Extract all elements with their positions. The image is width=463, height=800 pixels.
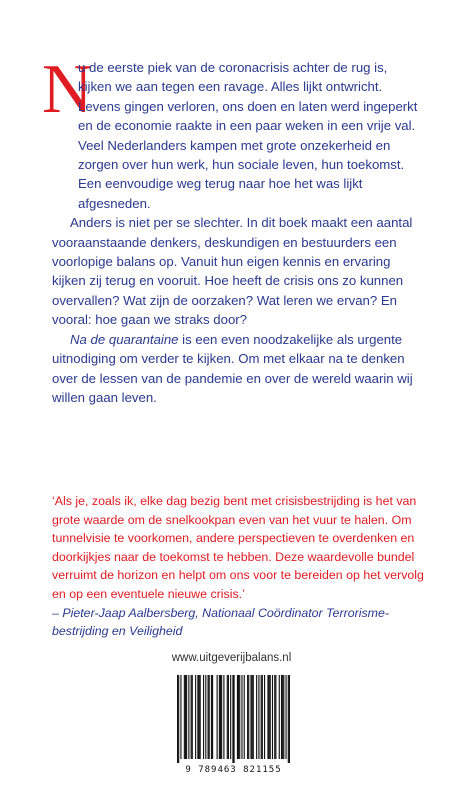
barcode-bar — [217, 675, 218, 759]
barcode-bar — [282, 675, 283, 759]
barcode-bar — [279, 675, 280, 759]
barcode-bar — [221, 675, 222, 759]
barcode-bar — [198, 675, 199, 759]
barcode-bar — [252, 675, 253, 759]
barcode-bar — [186, 675, 187, 759]
barcode-bar — [192, 675, 193, 759]
blurb-paragraph-2: Anders is niet per se slechter. In dit boek maakt een aantal vooraanstaande denkers, deskundigen en bestuurders een voorlopige balans op. Vanuit hun eigen kennis en ervaring kijken zij terug en vooruit. Hoe heeft de crisis ons zo kunnen overvallen? Wat zijn de oorzaken? Wat leren we ervan? En vooral: hoe gaan we straks door? — [52, 215, 413, 328]
barcode-bar — [248, 675, 249, 759]
publisher-website[interactable]: www.uitgeverijbalans.nl — [171, 652, 292, 664]
barcode-bar — [203, 675, 204, 759]
blurb-paragraph-3 — [52, 330, 424, 408]
barcode-bar — [177, 675, 178, 763]
quote-text: ‘Als je, zoals ik, elke dag bezig bent met crisisbestrijding is het van grote waarde om de snelkookpan even van het vuur te halen. Om tunnelvisie te voorkomen, andere perspectieven te overdenken en doorkijkjes naar de toekomst te hebben. Deze waardevolle bundel verruimt de horizon en helpt om ons voor te bereiden op het vervolg en op een eventuele nieuwe crisis.’ — [52, 494, 424, 601]
drop-cap: N — [42, 51, 93, 128]
barcode-bar — [191, 675, 192, 759]
barcode-bar — [185, 675, 186, 759]
barcode-bar — [272, 675, 273, 759]
barcode-bar — [281, 675, 282, 759]
barcode-bar — [247, 675, 248, 759]
barcode-bar — [205, 675, 206, 759]
barcode-bar — [253, 675, 254, 759]
barcode-bar — [258, 675, 259, 759]
barcode-bars — [171, 671, 296, 765]
barcode-bar — [212, 675, 213, 759]
barcode-bar — [262, 675, 263, 759]
barcode-bar — [269, 675, 270, 759]
barcode-bar — [223, 675, 224, 759]
barcode-bar — [219, 675, 220, 759]
barcode-bar — [289, 675, 290, 763]
barcode — [171, 671, 296, 783]
endorsement-quote — [52, 492, 424, 641]
barcode-bar — [250, 675, 251, 759]
barcode-bar — [283, 675, 284, 759]
barcode-bar — [267, 675, 268, 759]
barcode-bar — [209, 675, 210, 759]
barcode-bar — [264, 675, 265, 759]
barcode-bar — [261, 675, 262, 759]
barcode-bar — [220, 675, 221, 759]
barcode-bar — [188, 675, 189, 759]
barcode-bar — [178, 675, 179, 763]
isbn-number: 9 789463 821155 — [185, 765, 282, 775]
barcode-bar — [195, 675, 196, 759]
barcode-bar — [288, 675, 289, 763]
barcode-bar — [237, 675, 238, 759]
barcode-bar — [228, 675, 229, 759]
barcode-bar — [211, 675, 212, 759]
blurb-paragraph-1: u de eerste piek van de coronacrisis achter de rug is, kijken we aan tegen een ravage. Alles lijkt ontwricht. Levens gingen verloren, ons doen en laten werd ingeperkt en de economie raakte in een paar weken in een vrije val. Veel Nederlanders kampen met grote onzekerheid en zorgen over hun werk, hun sociale leven, hun toekomst. Een eenvoudige weg terug naar hoe het was lijkt afgesneden. — [78, 60, 418, 211]
barcode-bar — [275, 675, 276, 759]
book-title: Na de quarantaine — [70, 331, 179, 347]
barcode-bar — [238, 675, 239, 759]
barcode-bar — [184, 675, 185, 759]
barcode-bar — [234, 675, 235, 763]
barcode-bar — [180, 675, 181, 759]
barcode-bar — [274, 675, 275, 759]
blurb-paragraph-3-text: is een even noodzakelijke als urgente uitnodiging om verder te kijken. Om met elkaar na te denken over de lessen van de pandemie en over de wereld waarin wij willen gaan leven. — [52, 331, 413, 405]
quote-attribution: – Pieter-Jaap Aalbersberg, Nationaal Coördinator Terrorisme-bestrijding en Veiligheid — [52, 605, 390, 639]
blurb-text — [52, 58, 424, 407]
barcode-bar — [256, 675, 257, 759]
barcode-bar — [270, 675, 271, 759]
barcode-bar — [208, 675, 209, 759]
barcode-bar — [241, 675, 242, 759]
barcode-bar — [227, 675, 228, 759]
barcode-bar — [285, 675, 286, 759]
barcode-bar — [197, 675, 198, 759]
barcode-bar — [239, 675, 240, 759]
barcode-bar — [200, 675, 201, 759]
barcode-bar — [244, 675, 245, 759]
barcode-bar — [232, 675, 233, 763]
barcode-bar — [230, 675, 231, 759]
